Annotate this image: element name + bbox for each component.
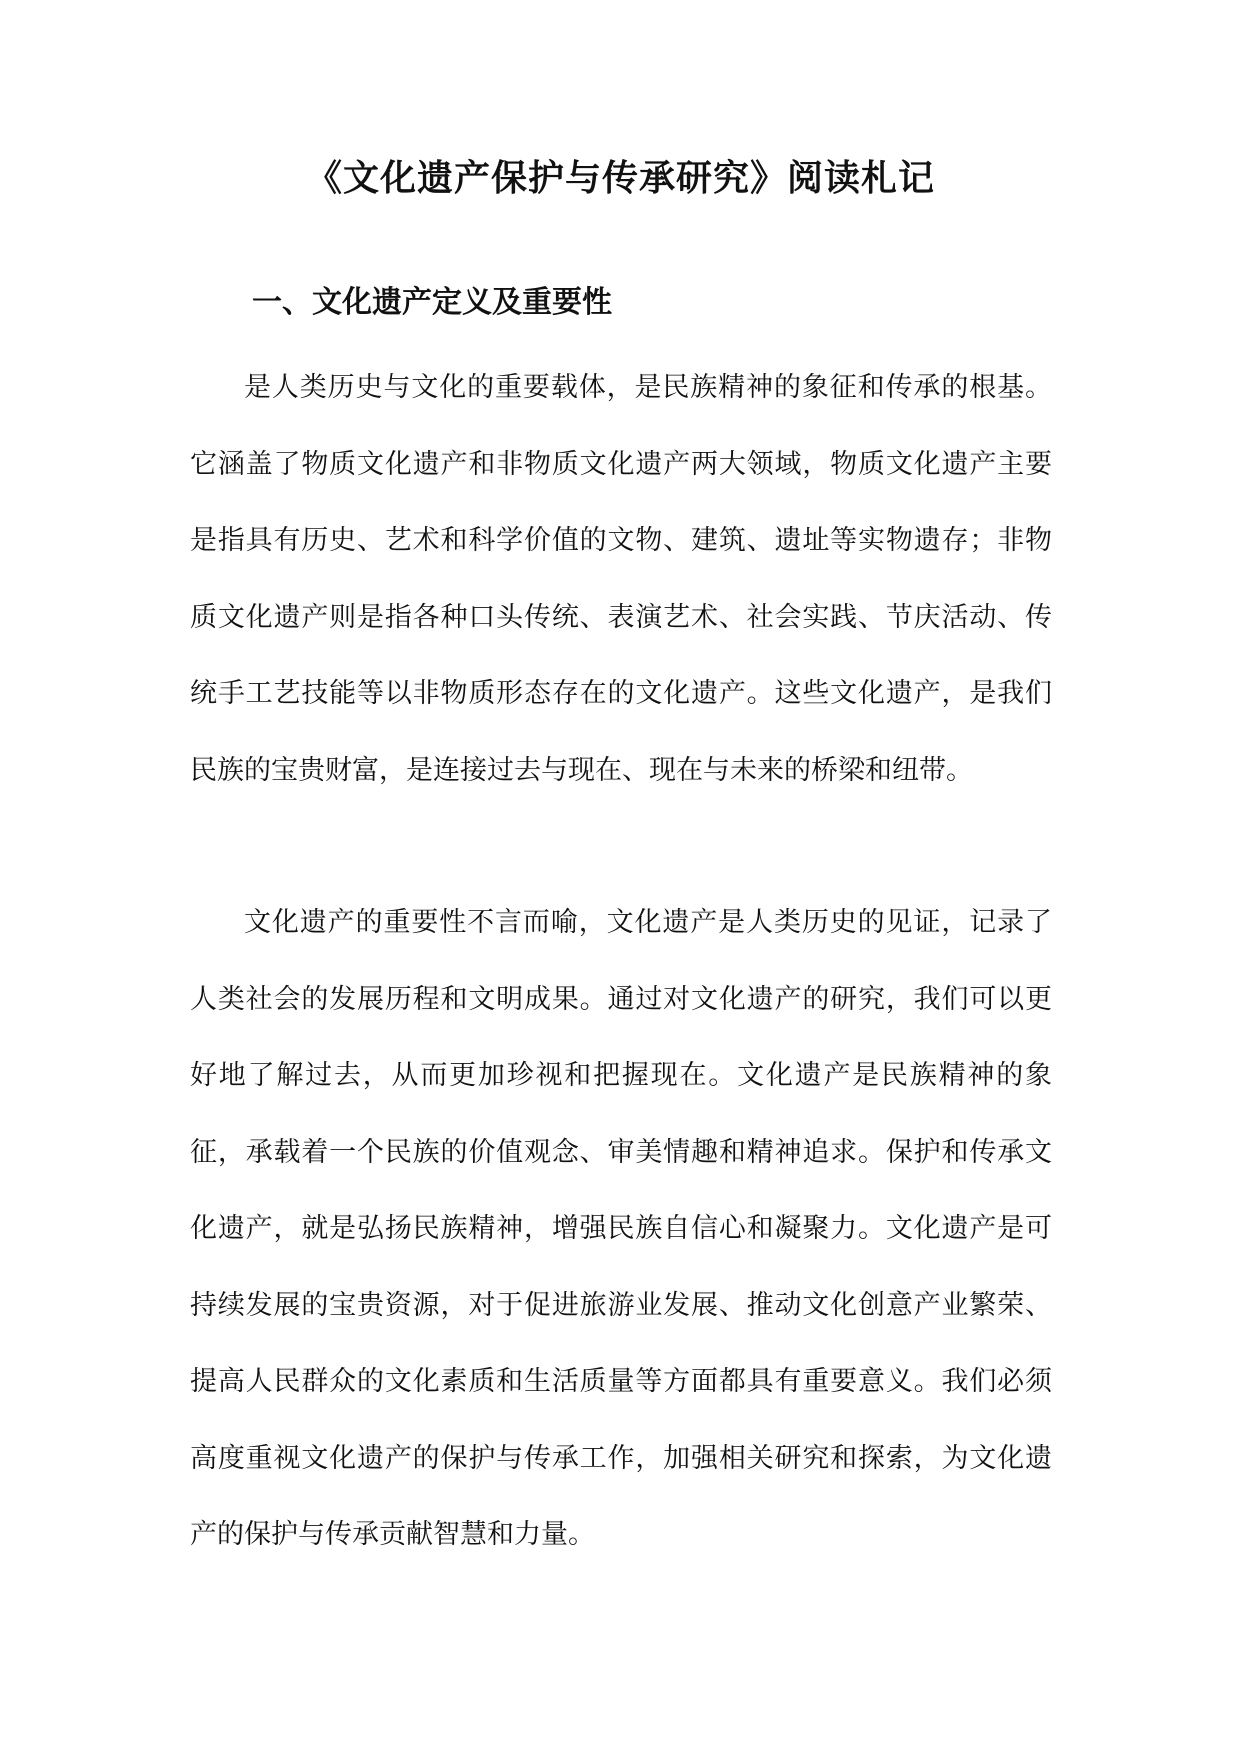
body-paragraph: 是人类历史与文化的重要载体，是民族精神的象征和传承的根基。它涵盖了物质文化遗产和非物质文化遗产两大领域，物质文化遗产主要是指具有历史、艺术和科学价值的文物、建筑、遗址等实物遗存；非物质文化遗产则是指各种口头传统、表演艺术、社会实践、节庆活动、传统手工艺技能等以非物质形态存在的文化遗产。这些文化遗产，是我们民族的宝贵财富，是连接过去与现在、现在与未来的桥梁和纽带。 xyxy=(190,372,1052,786)
document-title: 《文化遗产保护与传承研究》阅读札记 xyxy=(305,157,935,199)
section-heading: 一、文化遗产定义及重要性 xyxy=(252,285,612,320)
body-paragraph: 文化遗产的重要性不言而喻，文化遗产是人类历史的见证，记录了人类社会的发展历程和文明成果。通过对文化遗产的研究，我们可以更好地了解过去，从而更加珍视和把握现在。文化遗产是民族精神的象征，承载着一个民族的价值观念、审美情趣和精神追求。保护和传承文化遗产，就是弘扬民族精神，增强民族自信心和凝聚力。文化遗产是可持续发展的宝贵资源，对于促进旅游业发展、推动文化创意产业繁荣、提高人民群众的文化素质和生活质量等方面都具有重要意义。我们必须高度重视文化遗产的保护与传承工作，加强相关研究和探索，为文化遗产的保护与传承贡献智慧和力量。 xyxy=(190,907,1052,1550)
